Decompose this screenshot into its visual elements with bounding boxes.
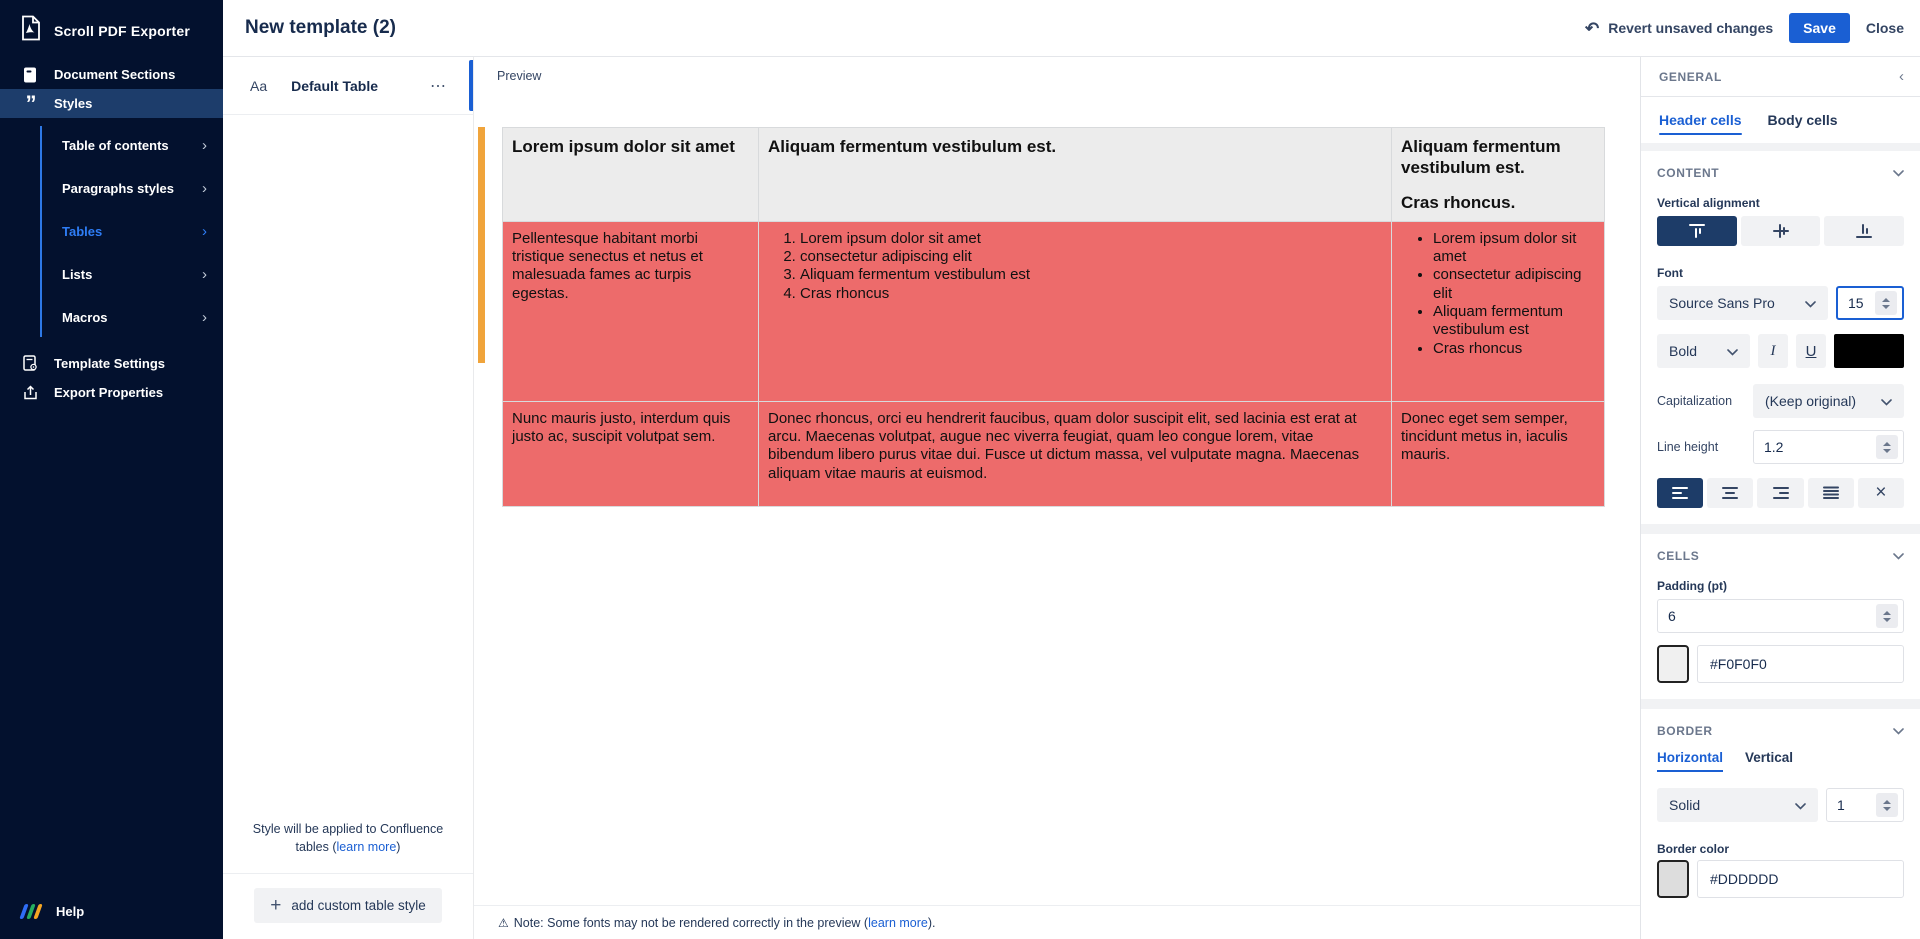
top-bar xyxy=(223,0,1920,57)
chevron-right-icon: › xyxy=(202,180,207,197)
table-row xyxy=(503,401,1605,506)
italic-button[interactable]: I xyxy=(1758,334,1788,368)
plus-icon: + xyxy=(270,894,282,916)
border-color-swatch[interactable] xyxy=(1657,860,1689,898)
tab-header-cells[interactable]: Header cells xyxy=(1659,97,1742,143)
undo-icon: ↶ xyxy=(1584,18,1600,38)
content-section xyxy=(1641,151,1920,524)
tab-horizontal-border[interactable]: Horizontal xyxy=(1657,750,1723,772)
chevron-right-icon: › xyxy=(202,137,207,154)
font-weight-select[interactable]: Bold xyxy=(1657,334,1750,368)
cell-background-swatch[interactable] xyxy=(1657,645,1689,683)
quote-icon: ” xyxy=(25,90,35,116)
font-color-swatch[interactable] xyxy=(1834,334,1904,368)
preview-label: Preview xyxy=(497,69,542,83)
styles-subnav xyxy=(0,118,223,347)
table-header-row xyxy=(503,128,1605,222)
align-left-button[interactable] xyxy=(1657,478,1703,508)
valign-top-button[interactable] xyxy=(1657,216,1737,246)
stepper[interactable] xyxy=(1876,604,1898,628)
border-width-input[interactable] xyxy=(1826,788,1904,822)
chevron-down-icon xyxy=(1727,343,1738,359)
warning-icon: ⚠ xyxy=(498,915,509,930)
sidebar-item-styles[interactable] xyxy=(0,89,223,118)
sidebar-item-label: Export Properties xyxy=(54,385,164,400)
header-cell: Aliquam fermentum vestibulum est. xyxy=(759,128,1392,222)
app-logo xyxy=(0,0,223,60)
learn-more-link[interactable]: learn more xyxy=(868,915,928,930)
page-title: New template (2) xyxy=(245,17,396,38)
valign-middle-button[interactable] xyxy=(1741,216,1821,246)
subnav-rail xyxy=(40,126,42,337)
content-title: CONTENT xyxy=(1657,166,1720,180)
capitalization-label: Capitalization xyxy=(1657,394,1733,408)
style-list-item-default-table[interactable] xyxy=(223,57,473,115)
more-options-icon[interactable]: ⋯ xyxy=(430,77,447,95)
sidebar-item-label: Document Sections xyxy=(54,67,176,82)
sidebar-item-lists[interactable]: Lists › xyxy=(62,266,207,283)
sidebar-item-label: Styles xyxy=(54,96,93,111)
body-cell xyxy=(1392,221,1605,401)
ordered-list: 1. Lorem ipsum dolor sit amet 2. consectetur adipiscing elit 3. Aliquam fermentum vestibulum est 4. Cras rhoncus xyxy=(776,230,1382,303)
style-list-footer xyxy=(223,820,473,939)
table-row xyxy=(503,221,1605,401)
line-height-label: Line height xyxy=(1657,440,1719,454)
document-icon xyxy=(20,67,40,83)
sidebar-item-export-properties[interactable] xyxy=(0,378,223,407)
close-button[interactable]: Close xyxy=(1865,20,1904,36)
save-button[interactable]: Save xyxy=(1789,13,1850,43)
body-cell xyxy=(759,221,1392,401)
cells-title: CELLS xyxy=(1657,549,1700,563)
header-cell: Aliquam fermentum vestibulum est. Cras rhoncus. xyxy=(1392,128,1605,222)
capitalization-select[interactable]: (Keep original) xyxy=(1753,384,1904,418)
body-cell: Donec eget sem semper, tincidunt metus in, iaculis mauris. xyxy=(1392,401,1605,506)
padding-label: Padding (pt) xyxy=(1657,579,1727,593)
revert-label: Revert unsaved changes xyxy=(1608,20,1774,36)
stepper[interactable] xyxy=(1875,291,1897,315)
style-name: Default Table xyxy=(291,77,378,94)
sidebar-item-macros[interactable]: Macros › xyxy=(62,309,207,326)
font-warning-note: ⚠ Note: Some fonts may not be rendered correctly in the preview (learn more). xyxy=(474,905,1640,939)
applied-note: Style will be applied to Confluence tables (learn more) xyxy=(252,821,444,855)
add-custom-table-style-button[interactable]: + add custom table style xyxy=(254,888,441,923)
padding-input[interactable] xyxy=(1657,599,1904,633)
chevron-right-icon: › xyxy=(202,309,207,326)
border-section xyxy=(1641,709,1920,939)
sidebar xyxy=(0,0,223,939)
sidebar-item-label: Template Settings xyxy=(54,356,166,371)
sidebar-item-paragraphs-styles[interactable]: Paragraphs styles › xyxy=(62,180,207,197)
style-list-column xyxy=(223,57,474,939)
border-title: BORDER xyxy=(1657,724,1713,738)
preview-table xyxy=(502,127,1605,507)
align-center-button[interactable] xyxy=(1707,478,1753,508)
font-label: Font xyxy=(1657,266,1683,280)
general-title: GENERAL xyxy=(1659,69,1722,84)
line-height-input[interactable] xyxy=(1753,430,1904,464)
font-size-input[interactable] xyxy=(1836,286,1904,320)
border-color-label: Border color xyxy=(1657,842,1730,856)
body-cell: Donec rhoncus, orci eu hendrerit faucibus, quam dolor suscipit elit, sed lacinia est erat at arcu. Maecenas volutpat, augue nec viverra feugiat, quam leo congue lorem, vitae bibendum libero purus vitae dui. Fusce ut dictum massa, vel vulputate magna. Maecenas aliquam vitae mauris at euismod. xyxy=(759,401,1392,506)
chevron-down-icon xyxy=(1805,295,1816,311)
revert-unsaved-changes-button[interactable] xyxy=(1585,20,1773,37)
vertical-alignment-label: Vertical alignment xyxy=(1657,196,1760,210)
stepper[interactable] xyxy=(1876,793,1898,817)
chevron-right-icon: › xyxy=(202,266,207,283)
pdf-logo-icon xyxy=(20,15,42,46)
text-style-icon: Aa xyxy=(250,77,268,94)
sidebar-item-tables[interactable]: Tables › xyxy=(62,223,207,240)
align-right-button[interactable] xyxy=(1757,478,1803,508)
learn-more-link[interactable]: learn more xyxy=(336,840,397,855)
preview-area xyxy=(474,57,1640,939)
border-color-hex-input[interactable] xyxy=(1697,860,1904,898)
selected-indicator xyxy=(469,60,473,111)
cells-section xyxy=(1641,534,1920,699)
border-style-select[interactable]: Solid xyxy=(1657,788,1818,822)
body-cell: Nunc mauris justo, interdum quis justo ac, suscipit volutpat sem. xyxy=(503,401,759,506)
body-cell: Pellentesque habitant morbi tristique senectus et netus et malesuada fames ac turpis egestas. xyxy=(503,221,759,401)
export-icon xyxy=(20,385,40,401)
sidebar-item-table-of-contents[interactable]: Table of contents › xyxy=(62,137,207,154)
tab-vertical-border[interactable]: Vertical xyxy=(1745,750,1794,765)
tab-body-cells[interactable]: Body cells xyxy=(1767,112,1838,128)
chevron-down-icon[interactable] xyxy=(1893,164,1904,182)
align-justify-button[interactable] xyxy=(1808,478,1854,508)
general-section-header xyxy=(1641,57,1920,97)
header-cell: Lorem ipsum dolor sit amet xyxy=(503,128,759,222)
help-icon xyxy=(19,904,42,919)
template-settings-icon xyxy=(20,355,40,372)
chevron-down-icon[interactable] xyxy=(1893,547,1904,565)
chevron-down-icon[interactable] xyxy=(1893,722,1904,740)
underline-button[interactable]: U xyxy=(1796,334,1826,368)
cells-tabs xyxy=(1641,97,1920,143)
chevron-down-icon xyxy=(1881,393,1892,409)
sidebar-item-document-sections[interactable] xyxy=(0,60,223,89)
settings-panel xyxy=(1640,57,1920,939)
chevron-right-icon: › xyxy=(202,223,207,240)
cell-background-hex-input[interactable] xyxy=(1697,645,1904,683)
bullet-list: • Lorem ipsum dolor sit amet • consectetur adipiscing elit • Aliquam fermentum vestibulum est • Cras rhoncus xyxy=(1409,230,1595,358)
help-label: Help xyxy=(56,903,85,919)
app-title: Scroll PDF Exporter xyxy=(54,22,191,39)
change-indicator-bar xyxy=(478,127,485,363)
valign-bottom-button[interactable] xyxy=(1824,216,1904,246)
clear-alignment-button[interactable]: × xyxy=(1858,478,1904,508)
stepper[interactable] xyxy=(1876,435,1898,459)
help-button[interactable] xyxy=(0,891,223,931)
sidebar-item-template-settings[interactable] xyxy=(0,349,223,378)
font-family-select[interactable]: Source Sans Pro xyxy=(1657,286,1828,320)
collapse-panel-icon[interactable]: ‹ xyxy=(1899,68,1904,85)
chevron-down-icon xyxy=(1795,797,1806,813)
